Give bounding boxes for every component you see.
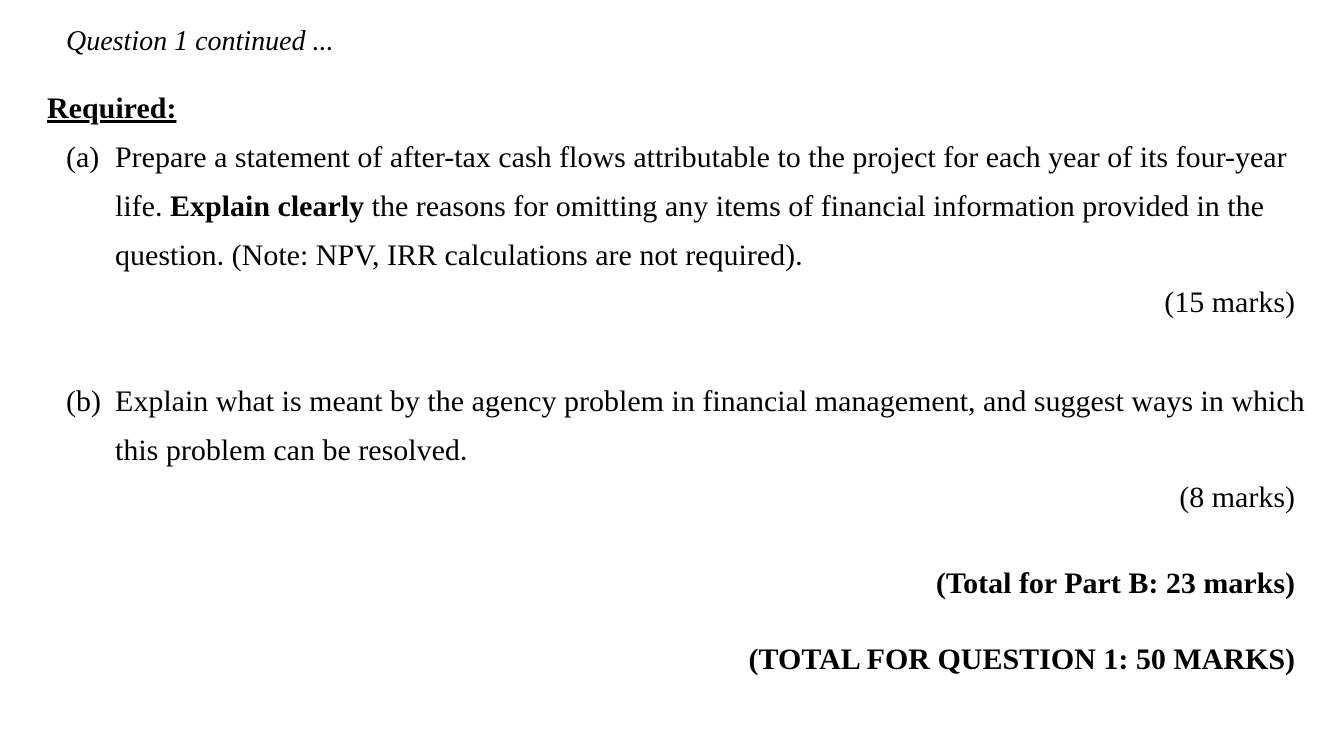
part-a-text-end: the reasons for omitting any items of financial information provided in the question. (Note: NPV, IRR calculations are not required). — [115, 190, 1264, 272]
question-continued-header: Question 1 continued ... — [66, 26, 334, 57]
question-part-b — [66, 377, 1306, 475]
part-a-text — [115, 133, 1306, 280]
question-total: (TOTAL FOR QUESTION 1: 50 MARKS) — [748, 643, 1295, 676]
part-a-bold-text: Explain clearly — [169, 190, 365, 223]
part-a-text-start: Prepare a statement of after-tax cash flows attributable to the project for each year of its four-year life. — [115, 141, 1287, 223]
question-part-a — [66, 133, 1306, 280]
part-b-label: (b) — [66, 385, 101, 418]
part-b-marks: (8 marks) — [1179, 481, 1295, 514]
required-heading: Required: — [47, 92, 177, 125]
part-b-total: (Total for Part B: 23 marks) — [935, 567, 1295, 600]
part-a-marks: (15 marks) — [1164, 286, 1295, 319]
part-b-text: Explain what is meant by the agency problem in financial management, and suggest ways in which this problem can be resolved. — [115, 385, 1305, 467]
part-a-label: (a) — [66, 141, 100, 174]
